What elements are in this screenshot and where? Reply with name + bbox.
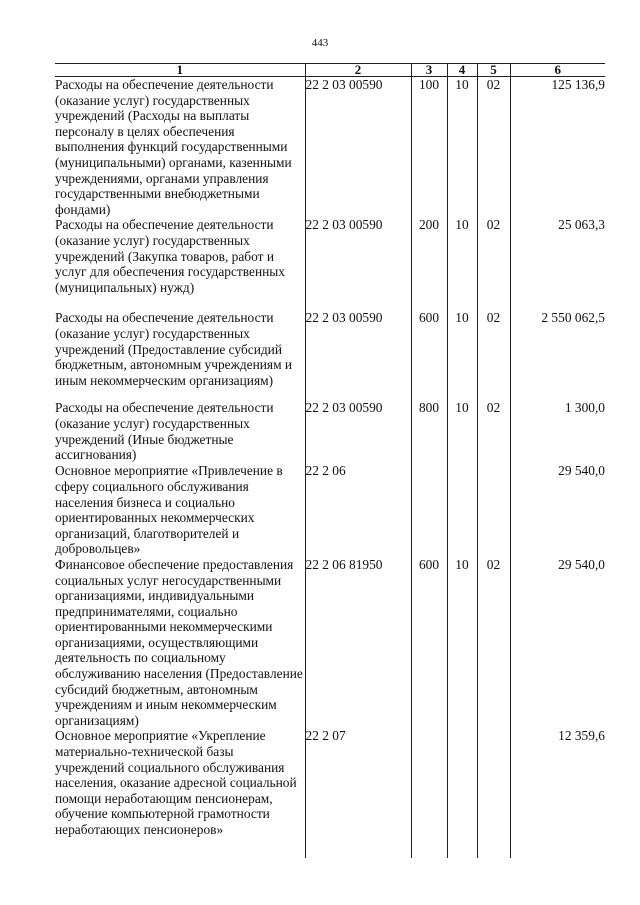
table-row xyxy=(55,310,605,400)
column-header: 1 xyxy=(55,64,305,77)
row-col4 xyxy=(447,463,477,557)
row-description: Основное мероприятие «Укрепление материально-технической базы учреждений социального обслуживания населения, оказание адресной социальной помощи неработающим пенсионерам, обучение компьютерной грамотности неработающих пенсионеров» xyxy=(55,728,297,837)
row-description: Основное мероприятие «Привлечение в сферу социального обслуживания населения бизнеса и социально ориентированных некоммерческих организаций, благотворителей и добровольцев» xyxy=(55,463,283,557)
row-amount: 29 540,0 xyxy=(510,463,605,557)
column-header: 2 xyxy=(305,64,411,77)
row-col4: 10 xyxy=(447,217,477,310)
budget-table xyxy=(55,63,605,858)
row-code: 22 2 03 00590 xyxy=(305,217,411,310)
row-col3: 600 xyxy=(411,310,447,400)
row-description: Расходы на обеспечение деятельности (оказание услуг) государственных учреждений (Предоставление субсидий бюджетным, автономным учреждениям и иным некоммерческим организациям) xyxy=(55,310,293,388)
row-col4: 10 xyxy=(447,310,477,400)
page-number: 443 xyxy=(311,37,329,49)
row-code: 22 2 06 xyxy=(305,463,411,557)
row-description: Расходы на обеспечение деятельности (оказание услуг) государственных учреждений (Расходы на выплаты персоналу в целях обеспечения выполнения функций государственными (муниципальными) органами, казенными учреждениями, органами управления государственными внебюджетными фондами) xyxy=(55,77,292,217)
row-amount: 25 063,3 xyxy=(510,217,605,310)
row-col5 xyxy=(477,463,510,557)
column-header: 6 xyxy=(510,64,605,77)
row-description: Расходы на обеспечение деятельности (оказание услуг) государственных учреждений (Закупка товаров, работ и услуг для обеспечения государственных (муниципальных) нужд) xyxy=(55,217,285,295)
row-col4 xyxy=(447,728,477,858)
column-header: 5 xyxy=(477,64,510,77)
row-amount: 1 300,0 xyxy=(510,400,605,463)
row-col5: 02 xyxy=(477,77,510,218)
column-header: 4 xyxy=(447,64,477,77)
table-row xyxy=(55,463,605,557)
row-col3: 100 xyxy=(411,77,447,218)
table-row xyxy=(55,400,605,463)
row-col3: 200 xyxy=(411,217,447,310)
row-col5: 02 xyxy=(477,400,510,463)
table-row xyxy=(55,217,605,310)
row-amount: 125 136,9 xyxy=(510,77,605,218)
row-col5: 02 xyxy=(477,217,510,310)
row-code: 22 2 03 00590 xyxy=(305,400,411,463)
column-header: 3 xyxy=(411,64,447,77)
row-col5: 02 xyxy=(477,310,510,400)
row-col4: 10 xyxy=(447,77,477,218)
table-header xyxy=(55,64,605,77)
row-code: 22 2 03 00590 xyxy=(305,310,411,400)
row-col5 xyxy=(477,728,510,858)
row-col3: 600 xyxy=(411,557,447,729)
row-code: 22 2 06 81950 xyxy=(305,557,411,729)
row-col3 xyxy=(411,728,447,858)
row-amount: 29 540,0 xyxy=(510,557,605,729)
row-amount: 12 359,6 xyxy=(510,728,605,858)
row-code: 22 2 03 00590 xyxy=(305,77,411,218)
table-row xyxy=(55,728,605,858)
row-description: Финансовое обеспечение предоставления социальных услуг негосударственными организациями, индивидуальными предпринимателями, социально ориентированными некоммерческими организациями, осуществляющими деятельность по социальному обслуживанию населения (Предоставление субсидий бюджетным, автономным учреждениям и иным некоммерческим организациям) xyxy=(55,556,303,728)
row-code: 22 2 07 xyxy=(305,728,411,858)
row-col3 xyxy=(411,463,447,557)
row-col5: 02 xyxy=(477,557,510,729)
row-col3: 800 xyxy=(411,400,447,463)
table-row xyxy=(55,77,605,218)
row-col4: 10 xyxy=(447,557,477,729)
table-row xyxy=(55,557,605,729)
row-description: Расходы на обеспечение деятельности (оказание услуг) государственных учреждений (Иные бюджетные ассигнования) xyxy=(55,400,274,463)
row-col4: 10 xyxy=(447,400,477,463)
row-amount: 2 550 062,5 xyxy=(510,310,605,400)
